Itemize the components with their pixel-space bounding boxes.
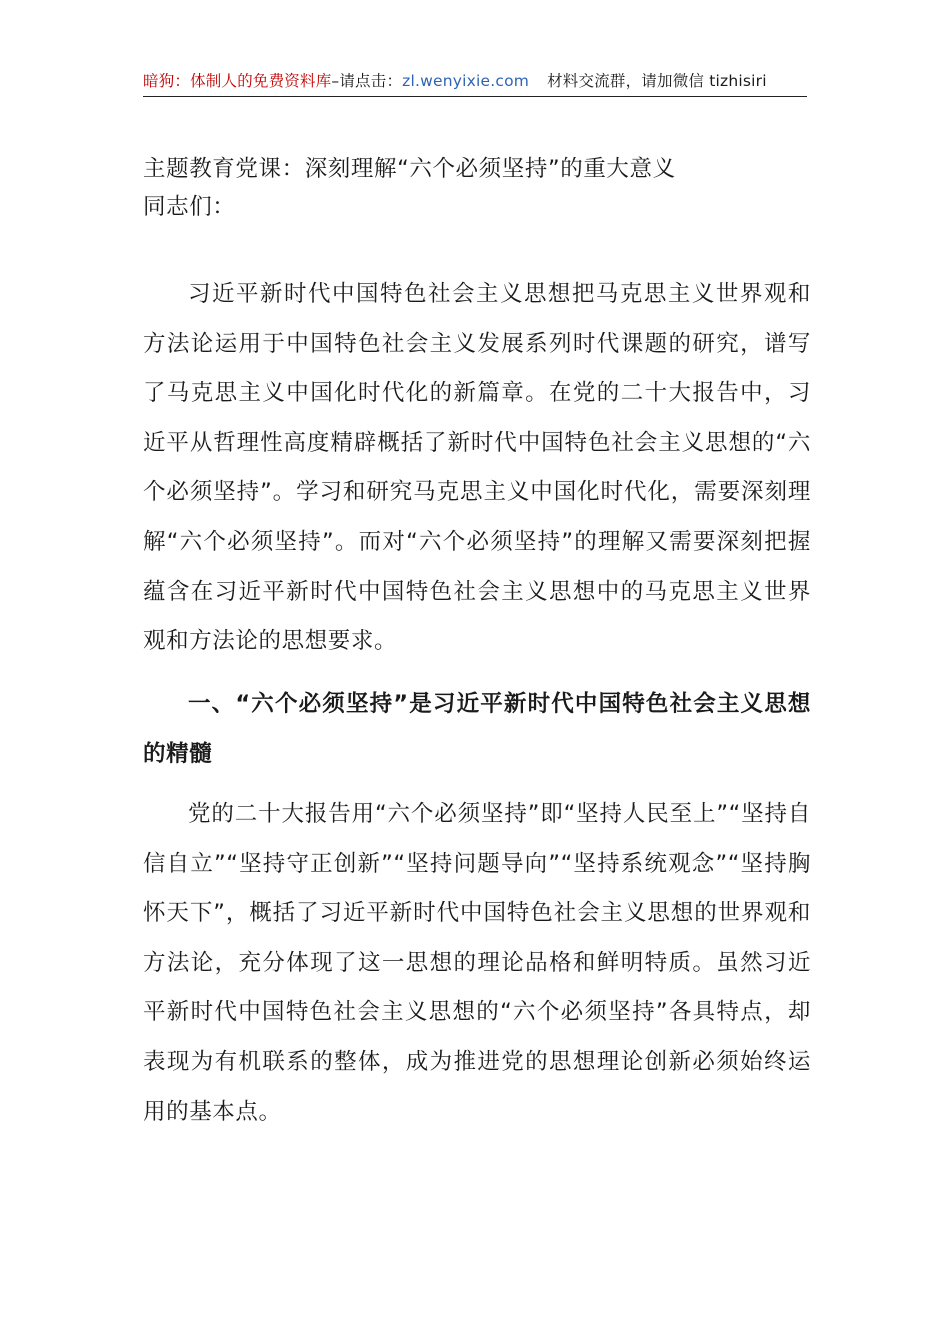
header-link[interactable]: zl.wenyixie.com bbox=[402, 72, 530, 90]
paragraph: 党的二十大报告用“六个必须坚持”即“坚持人民至上”“坚持自信自立”“坚持守正创新”“坚持问题导向”“坚持系统观念”“坚持胸怀天下”，概括了习近平新时代中国特色社会主义思想的世界观和方法论，充分体现了这一思想的理论品格和鲜明特质。虽然习近平新时代中国特色社会主义思想的“六个必须坚持”各具特点，却表现为有机联系的整体，成为推进党的思想理论创新必须始终运用的基本点。 bbox=[143, 801, 811, 1125]
document-title: 主题教育党课：深刻理解“六个必须坚持”的重大意义 bbox=[143, 156, 676, 182]
page-header bbox=[143, 70, 807, 97]
header-wechat-text: 材料交流群，请加微信 tizhisiri bbox=[547, 72, 767, 90]
paragraph: 习近平新时代中国特色社会主义思想把马克思主义世界观和方法论运用于中国特色社会主义发展系列时代课题的研究，谱写了马克思主义中国化时代化的新篇章。在党的二十大报告中，习近平从哲理性高度精辟概括了新时代中国特色社会主义思想的“六个必须坚持”。学习和研究马克思主义中国化时代化，需要深刻理解“六个必须坚持”。而对“六个必须坚持”的理解又需要深刻把握蕴含在习近平新时代中国特色社会主义思想中的马克思主义世界观和方法论的思想要求。 bbox=[143, 281, 811, 655]
header-brand-text: 暗狗：体制人的免费资料库 bbox=[143, 72, 332, 90]
section-heading: 一、“六个必须坚持”是习近平新时代中国特色社会主义思想的精髓 bbox=[143, 691, 811, 767]
salutation: 同志们： bbox=[143, 194, 236, 220]
header-click-text: –请点击： bbox=[331, 72, 403, 90]
